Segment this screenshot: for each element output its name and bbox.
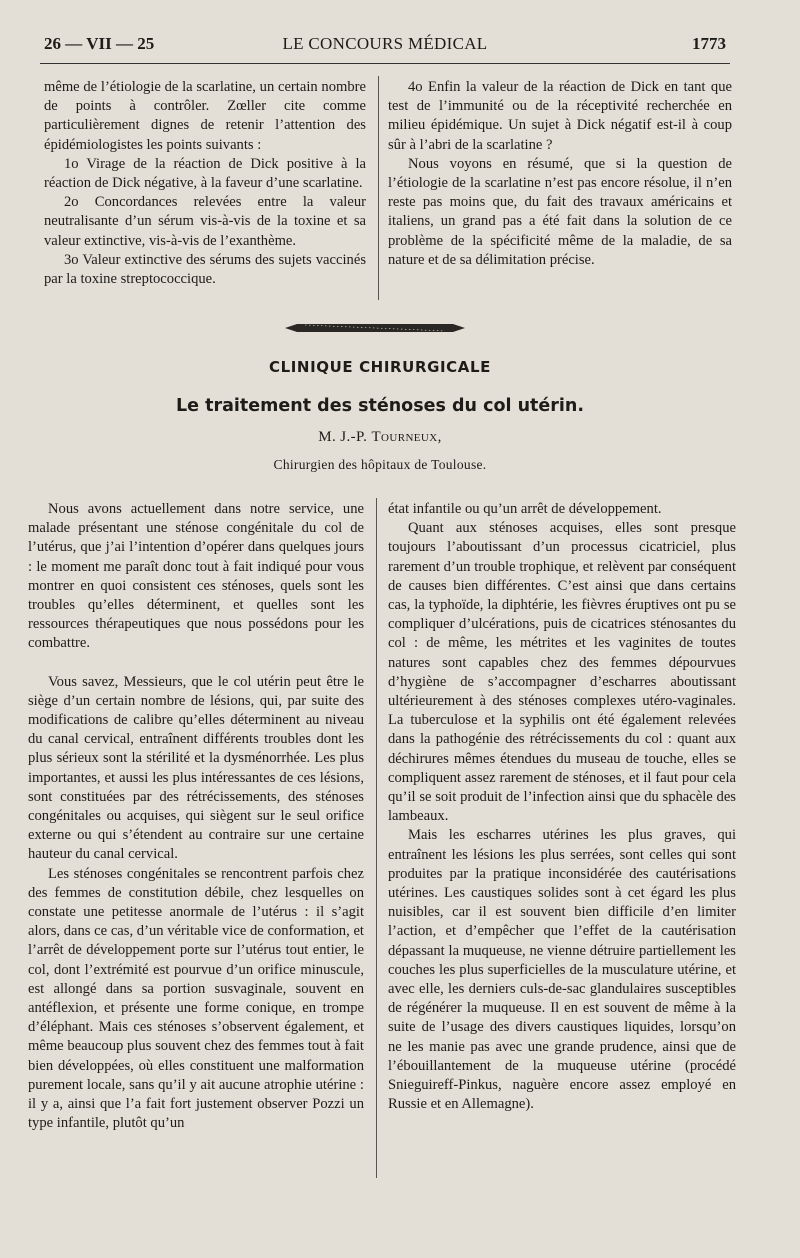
paragraph: Quant aux sténoses acquises, elles sont presque toujours l’aboutissant d’un processus cicatriciel, plus rarement d’un trouble trophique, et relèvent par conséquent de causes bien différentes. C’est ainsi que dans certains cas, la typhoïde, la diphtérie, les fièvres éruptives ont pu se compliquer d’ulcérations, puis de cicatrices sténosantes du col : de même, les métrites et les vaginites de toutes natures sont capables chez des femmes dépourvues d’hygiène de s’accompagner d’escharres aboutissant ultérieurement à des sténoses complexes utéro-vaginales. La tuberculose et la syphilis ont été également relevées dans la pathogénie des rétrécissements du col : quant aux déchirures mêmes étendues du museau de touche, elles se compliquent assez rarement de sténoses, et il faut pour cela qu’il se soit produit de l’infection ainsi que du sphacèle des lambeaux. bbox=[388, 520, 736, 825]
section-title: CLINIQUE CHIRURGICALE bbox=[268, 358, 492, 376]
paragraph: Nous voyons en résumé, que si la question de l’étiologie de la scarlatine n’est pas encore résolue, il n’en reste pas moins que, du fait des travaux américains et italiens, un grand pas a été fait dans la solution de ce problème de la spécificité même de la maladie, de sa nature et de sa délimitation précise. bbox=[388, 155, 732, 268]
article-left-column bbox=[28, 500, 364, 1134]
paragraph: Nous avons actuellement dans notre service, une malade présentant une sténose congénitale du col de l’utérus, que j’ai l’intention d’opérer dans quelques jours : le moment me paraît donc tout à fait indiqué pour vous montrer en quoi consistent ces sténoses, quels sont les troubles qu’elles déterminent, et quelles sont les ressources thérapeutiques que nous possédons pour les combattre. bbox=[28, 501, 364, 652]
author-affiliation: Chirurgien des hôpitaux de Toulouse. bbox=[273, 457, 487, 472]
journal-title: LE CONCOURS MÉDICAL bbox=[282, 34, 488, 53]
top-right-column bbox=[388, 78, 732, 270]
paragraph: état infantile ou qu’un arrêt de développement. bbox=[388, 501, 662, 517]
paragraph: Les sténoses congénitales se rencontrent parfois chez des femmes de constitution débile, chez lesquelles on constate une petitesse anormale de l’utérus : il s’agit alors, dans ce cas, d’un véritable vice de conformation, et l’arrêt de développement porte sur l’utérus tout entier, le col, dont l’extrémité est pourvue d’un orifice minuscule, est allongé dans sa portion susvaginale, souvent en antéflexion, et présente une forme conique, en trompe d’éléphant. Mais ces sténoses s’observent également, et même beaucoup plus souvent chez des femmes tout à fait bien développées, où elles constituent une malformation purement locale, sans qu’il y ait aucune atrophie utérine : il y a, ainsi que l’a fait fort justement observer Pozzi un type infantile, plutôt qu’un bbox=[28, 865, 364, 1132]
column-divider bbox=[376, 498, 377, 1178]
ornamental-rule bbox=[285, 322, 465, 334]
top-left-column bbox=[44, 78, 366, 289]
paragraph: 2o Concordances relevées entre la valeur neutralisante d’un sérum vis-à-vis de la toxine et sa valeur extinctive, vis-à-vis de l’exanthème. bbox=[44, 194, 366, 249]
running-header bbox=[44, 34, 726, 60]
page-number: 1773 bbox=[692, 34, 726, 53]
column-divider bbox=[378, 76, 379, 300]
paragraph: Mais les escharres utérines les plus graves, qui entraînent les lésions les plus serrées, sont celles qui sont produites par la pratique inconsidérée des cautérisations utérines. Les caustiques solides sont à cet égard les plus nuisibles, car il est souvent bien difficile d’en limiter l’action, et d’empêcher que l’effet de la cautérisation dépassant la muqueuse, ne vienne détruire partiellement les couches les plus superficielles de la musculature utérine, et avec elle, les derniers culs-de-sac glandulaires susceptibles de régénérer la muqueuse. Il en est souvent de même à la suite de l’usage des divers caustiques liquides, lorsqu’on ne les manie pas avec une grande prudence, ainsi que de l’ébouillantement de la muqueuse utérine (procédé Snieguireff-Pinkus, naguère encore assez employé en Russie et en Allemagne). bbox=[388, 827, 736, 1113]
author-byline bbox=[0, 429, 760, 446]
author-initials: M. J.-P. bbox=[318, 429, 368, 445]
article-right-column bbox=[388, 500, 736, 1115]
issue-date: 26 — VII — 25 bbox=[44, 34, 155, 53]
paragraph: même de l’étiologie de la scarlatine, un certain nombre de points à contrôler. Zœller cite comme particulièrement dignes de retenir l’attention des épidémiologistes les points suivants : bbox=[44, 79, 366, 153]
paragraph: 3o Valeur extinctive des sérums des sujets vaccinés par la toxine streptococcique. bbox=[44, 251, 366, 288]
paragraph: 4o Enfin la valeur de la réaction de Dick en tant que test de l’immunité ou de la réceptivité recherchée en milieu épidémique. Un sujet à Dick négatif est-il à coup sûr à l’abri de la scarlatine ? bbox=[388, 79, 732, 153]
article-title: Le traitement des sténoses du col utérin. bbox=[176, 396, 584, 416]
author-surname: Tourneux, bbox=[371, 429, 442, 445]
header-rule bbox=[40, 63, 730, 64]
paragraph: Vous savez, Messieurs, que le col utérin peut être le siège d’un certain nombre de lésions, qui, par suite des modifications de calibre qu’elles déterminent au niveau du canal cervical, entraînent différents troubles dont les plus sérieux sont la stérilité et la dysménorrhée. Les plus importantes, et aussi les plus intéressantes de ces lésions, sont constituées par des rétrécissements, des sténoses congénitales ou acquises, qui siègent sur le seul orifice externe ou qui s’étendent au contraire sur une certaine hauteur du canal cervical. bbox=[28, 673, 364, 863]
paragraph: 1o Virage de la réaction de Dick positive à la réaction de Dick négative, à la faveur d’une scarlatine. bbox=[44, 155, 366, 192]
